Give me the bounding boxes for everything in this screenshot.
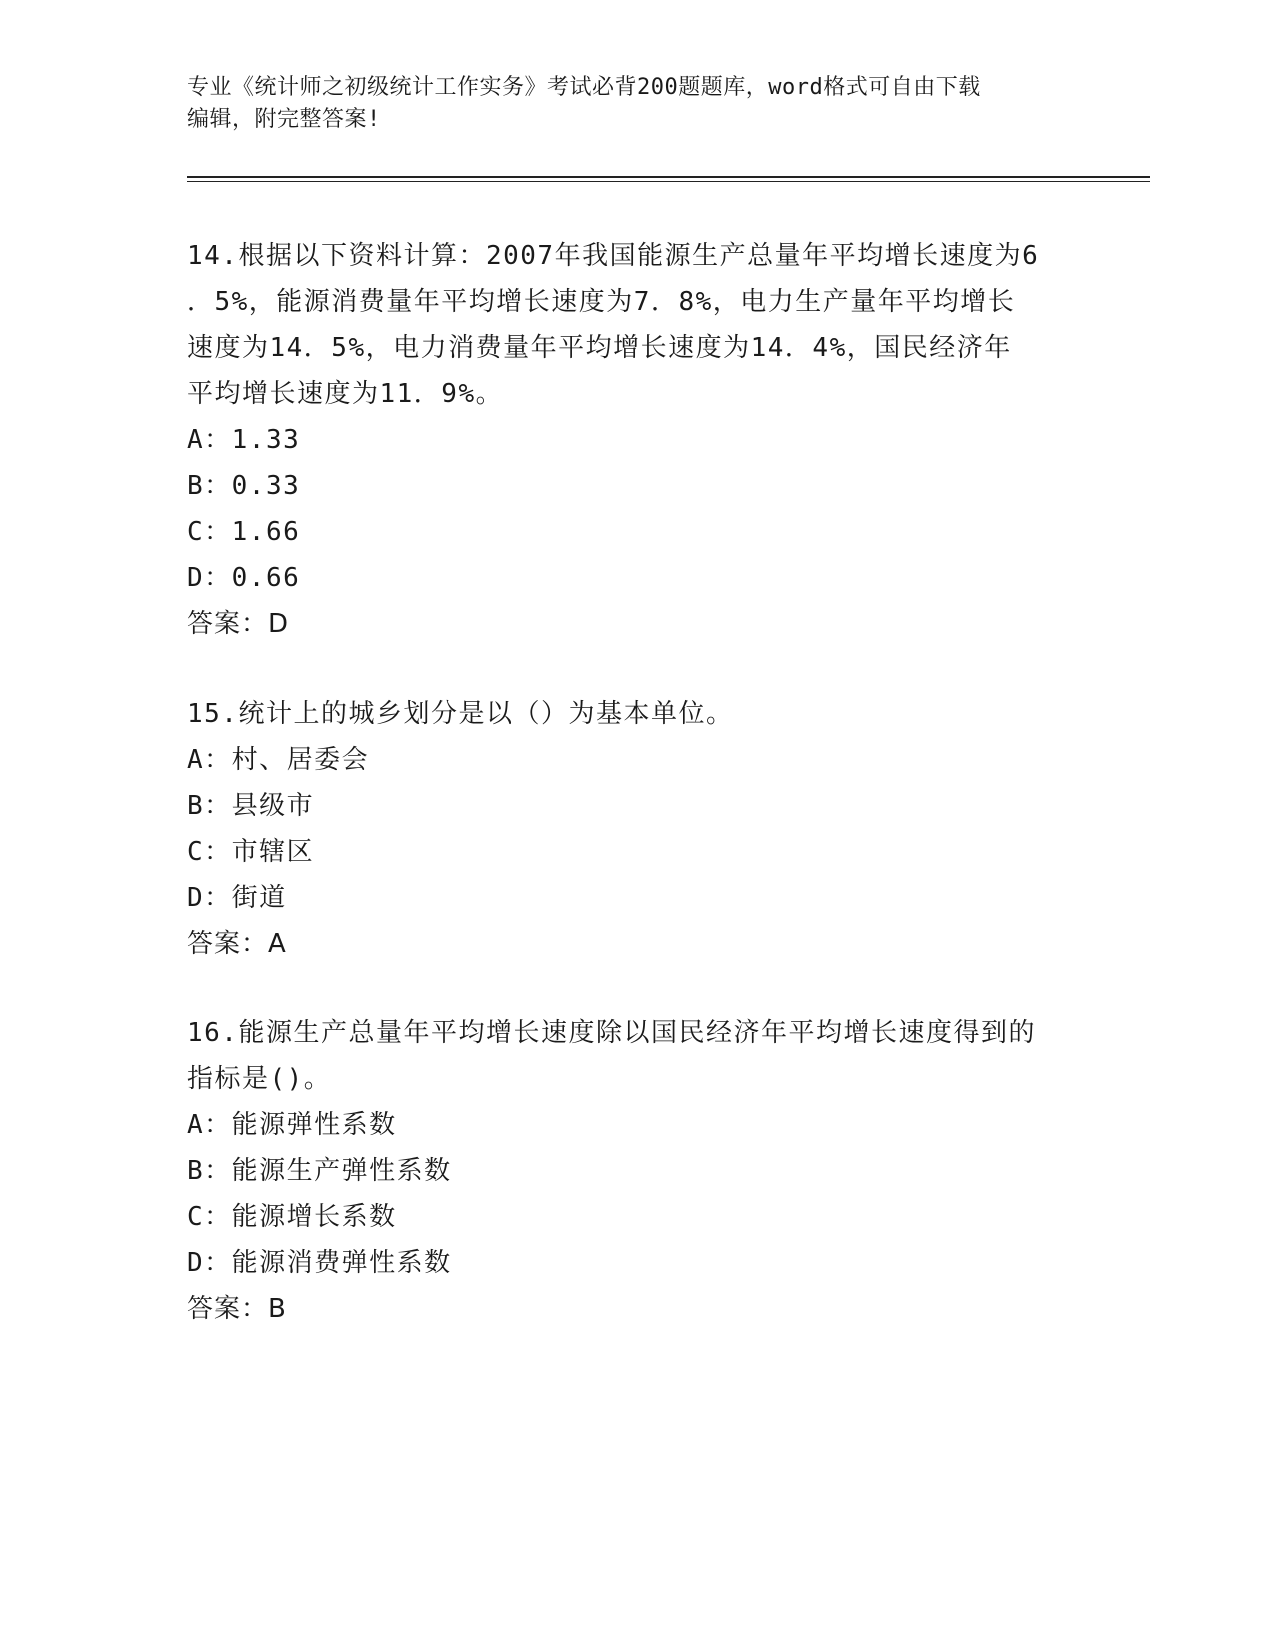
answer-line: 答案：D <box>187 609 290 639</box>
question-14 <box>187 233 1087 647</box>
option-b: B：能源生产弹性系数 <box>187 1156 452 1186</box>
question-stem-line: 16.能源生产总量年平均增长速度除以国民经济年平均增长速度得到的 <box>187 1018 1036 1048</box>
question-stem-line: 速度为14．5%，电力消费量年平均增长速度为14．4%，国民经济年 <box>187 333 1012 363</box>
header-divider-thin <box>187 181 1150 182</box>
option-b: B：0.33 <box>187 471 301 501</box>
option-c: C：能源增长系数 <box>187 1202 397 1232</box>
header-line-1: 专业《统计师之初级统计工作实务》考试必背200题题库，word格式可自由下载 <box>187 75 981 100</box>
question-stem-line: 指标是()。 <box>187 1064 332 1094</box>
option-d: D：0.66 <box>187 563 301 593</box>
option-d: D：能源消费弹性系数 <box>187 1248 452 1278</box>
answer-line: 答案：B <box>187 1294 287 1324</box>
option-c: C：市辖区 <box>187 837 315 867</box>
question-stem-line: ．5%，能源消费量年平均增长速度为7．8%，电力生产量年平均增长 <box>187 287 1016 317</box>
option-b: B：县级市 <box>187 791 315 821</box>
question-stem-line: 15.统计上的城乡划分是以（）为基本单位。 <box>187 699 734 729</box>
answer-line: 答案：A <box>187 929 287 959</box>
question-stem-line: 平均增长速度为11．9%。 <box>187 379 504 409</box>
option-a: A：1.33 <box>187 425 301 455</box>
option-c: C：1.66 <box>187 517 301 547</box>
header-line-2: 编辑，附完整答案! <box>187 107 381 132</box>
header-divider-thick <box>187 176 1150 178</box>
document-header <box>187 72 1087 136</box>
question-15 <box>187 691 1087 967</box>
option-a: A：村、居委会 <box>187 745 370 775</box>
option-d: D：街道 <box>187 883 287 913</box>
question-16 <box>187 1010 1087 1332</box>
question-stem-line: 14.根据以下资料计算：2007年我国能源生产总量年平均增长速度为6 <box>187 241 1040 271</box>
option-a: A：能源弹性系数 <box>187 1110 397 1140</box>
